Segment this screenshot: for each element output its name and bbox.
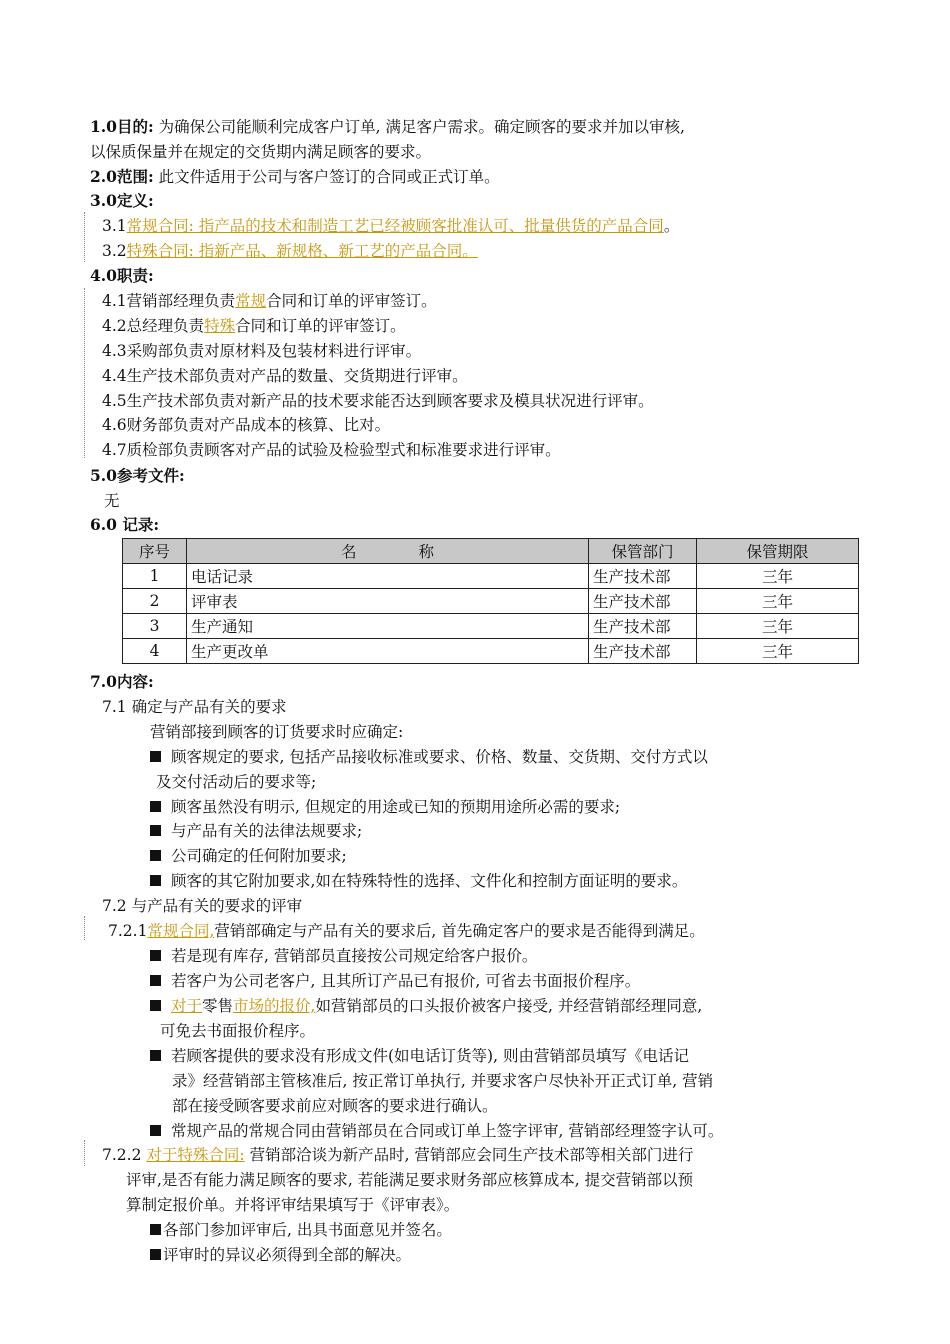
table-cell: 生产技术部 [589,564,697,589]
section-records-label: 6.0 记录: [90,515,160,534]
subsection-heading: 7.2 与产品有关的要求的评审 [102,897,303,915]
table-cell: 电话记录 [187,564,589,589]
table-cell: 生产技术部 [589,639,697,664]
table-cell: 生产技术部 [589,614,697,639]
responsibility-item: 4.4生产技术部负责对产品的数量、交货期进行评审。 [102,367,468,385]
clause-continuation: 评审,是否有能力满足顾客的要求, 若能满足要求财务部应核算成本, 提交营销部以预 [126,1171,694,1189]
clause-7-2-2 [102,1144,693,1166]
table-row [123,564,859,589]
definition-text: 常规合同: 指产品的技术和制造工艺已经被顾客批准认可、批量供货的产品合同 [126,217,664,235]
table-cell: 生产更改单 [187,639,589,664]
section-label: 1.0目的: [90,117,154,136]
change-bar [84,916,85,940]
table-header: 保管期限 [697,539,859,564]
section-text: 为确保公司能顺利完成客户订单, 满足客户需求。确定顾客的要求并加以审核, [158,118,685,136]
table-cell: 生产技术部 [589,589,697,614]
clause-continuation: 算制定报价单。并将评审结果填写于《评审表》。 [126,1196,460,1214]
bullet-item [150,995,702,1017]
responsibility-item: 4.7质检部负责顾客对产品的试验及检验型式和标准要求进行评审。 [102,441,561,459]
definition-text: 特殊合同: 指新产品、新规格、新工艺的产品合同。 [126,242,478,260]
bullet-text: 零售 [202,997,234,1015]
responsibility-item [102,290,437,312]
clause-number: 7.2.2 [102,1146,142,1164]
table-cell: 三年 [697,564,859,589]
highlight-text: 常规合同, [147,922,215,940]
definition-item [102,240,478,262]
bullet-square-icon [150,1224,161,1235]
clause-text: 营销部洽谈为新产品时, 营销部应会同生产技术部等相关部门进行 [249,1146,694,1164]
bullet-item [150,1244,411,1266]
bullet-square-icon [150,825,161,836]
bullet-continuation: 可免去书面报价程序。 [160,1022,316,1040]
responsibility-item: 4.6财务部负责对产品成本的核算、比对。 [102,416,391,434]
bullet-square-icon [150,801,161,812]
section-content-label: 7.0内容: [90,672,154,691]
table-row [123,614,859,639]
bullet-square-icon [150,1000,161,1011]
table-header: 序号 [123,539,187,564]
responsibility-text: 合同和订单的评审签订。 [235,317,406,335]
table-row [123,639,859,664]
highlight-text: 对于特殊合同: [146,1146,245,1164]
table-cell: 评审表 [187,589,589,614]
bullet-item [150,1045,689,1067]
bullet-text: 若客户为公司老客户, 且其所订产品已有报价, 可省去书面报价程序。 [171,972,641,990]
definition-number: 3.2 [102,242,127,260]
highlight-text: 常规 [235,292,267,310]
bullet-text: 顾客规定的要求, 包括产品接收标准或要求、价格、数量、交货期、交付方式以 [171,748,708,766]
bullet-item [150,970,640,992]
section-purpose [90,116,685,138]
clause-text: 营销部确定与产品有关的要求后, 首先确定客户的要求是否能得到满足。 [214,922,705,940]
bullet-continuation: 部在接受顾客要求前应对顾客的要求进行确认。 [172,1097,498,1115]
bullet-text: 顾客虽然没有明示, 但规定的用途或已知的预期用途所必需的要求; [171,798,621,816]
bullet-text: 公司确定的任何附加要求; [171,847,347,865]
section-definitions-label: 3.0定义: [90,191,154,210]
bullet-square-icon [150,875,161,886]
responsibility-text: 4.1营销部经理负责 [102,292,236,310]
table-cell: 生产通知 [187,614,589,639]
bullet-square-icon [150,850,161,861]
paragraph: 营销部接到顾客的订货要求时应确定: [150,723,404,741]
bullet-item [150,796,620,818]
section-responsibilities-label: 4.0职责: [90,266,154,285]
highlight-text: 对于 [171,997,203,1015]
bullet-square-icon [150,1050,161,1061]
records-table [122,538,859,664]
table-header: 名 称 [187,539,589,564]
subsection-heading: 7.1 确定与产品有关的要求 [102,698,287,716]
section-references-label: 5.0参考文件: [90,466,185,485]
bullet-item [150,845,347,867]
responsibility-item [102,315,406,337]
bullet-item [150,820,362,842]
table-header: 保管部门 [589,539,697,564]
section-text-line: 以保质保量并在规定的交货期内满足顾客的要求。 [90,143,432,161]
highlight-text: 市场的报价, [233,997,316,1015]
bullet-text: 各部门参加评审后, 出具书面意见并签名。 [163,1221,452,1239]
clause-7-2-1 [108,920,705,942]
responsibility-text: 合同和订单的评审签订。 [266,292,437,310]
section-text: 此文件适用于公司与客户签订的合同或正式订单。 [158,168,500,186]
table-cell: 三年 [697,614,859,639]
bullet-text: 若是现有库存, 营销部员直接按公司规定给客户报价。 [171,947,538,965]
bullet-continuation: 录》经营销部主管核准后, 按正常订单执行, 并要求客户尽快补开正式订单, 营销 [172,1072,714,1090]
table-cell: 2 [123,589,187,614]
definition-number: 3.1 [102,217,127,235]
bullet-item [150,870,687,892]
bullet-item [150,746,708,768]
bullet-text: 顾客的其它附加要求,如在特殊特性的选择、文件化和控制方面证明的要求。 [171,872,688,890]
highlight-text: 特殊 [204,317,236,335]
bullet-text: 与产品有关的法律法规要求; [171,822,363,840]
table-cell: 三年 [697,639,859,664]
bullet-square-icon [150,1125,161,1136]
bullet-text: 常规产品的常规合同由营销部员在合同或订单上签字评审, 营销部经理签字认可。 [171,1122,724,1140]
bullet-continuation: 及交付活动后的要求等; [156,773,317,791]
bullet-item [150,1120,723,1142]
table-header-row [123,539,859,564]
responsibility-text: 4.2总经理负责 [102,317,205,335]
change-bar [84,1140,85,1166]
bullet-square-icon [150,975,161,986]
section-label: 2.0范围: [90,167,154,186]
bullet-item [150,945,537,967]
responsibility-item: 4.3采购部负责对原材料及包装材料进行评审。 [102,342,422,360]
section-scope [90,166,500,188]
bullet-item [150,1219,452,1241]
bullet-text: 评审时的异议必须得到全部的解决。 [163,1246,412,1264]
responsibility-item: 4.5生产技术部负责对新产品的技术要求能否达到顾客要求及模具状况进行评审。 [102,392,654,410]
bullet-text: 如营销部员的口头报价被客户接受, 并经营销部经理同意, [315,997,703,1015]
bullet-square-icon [150,1249,161,1260]
definition-item [102,215,679,237]
definition-end: 。 [663,217,680,235]
bullet-text: 若顾客提供的要求没有形成文件(如电话订货等), 则由营销部员填写《电话记 [171,1047,689,1065]
bullet-square-icon [150,950,161,961]
section-text: 无 [104,492,120,510]
table-cell: 3 [123,614,187,639]
change-bar [84,212,85,262]
clause-number: 7.2.1 [108,922,148,940]
change-bar [84,288,85,458]
table-cell: 三年 [697,589,859,614]
table-row [123,589,859,614]
bullet-square-icon [150,751,161,762]
table-cell: 4 [123,639,187,664]
table-cell: 1 [123,564,187,589]
